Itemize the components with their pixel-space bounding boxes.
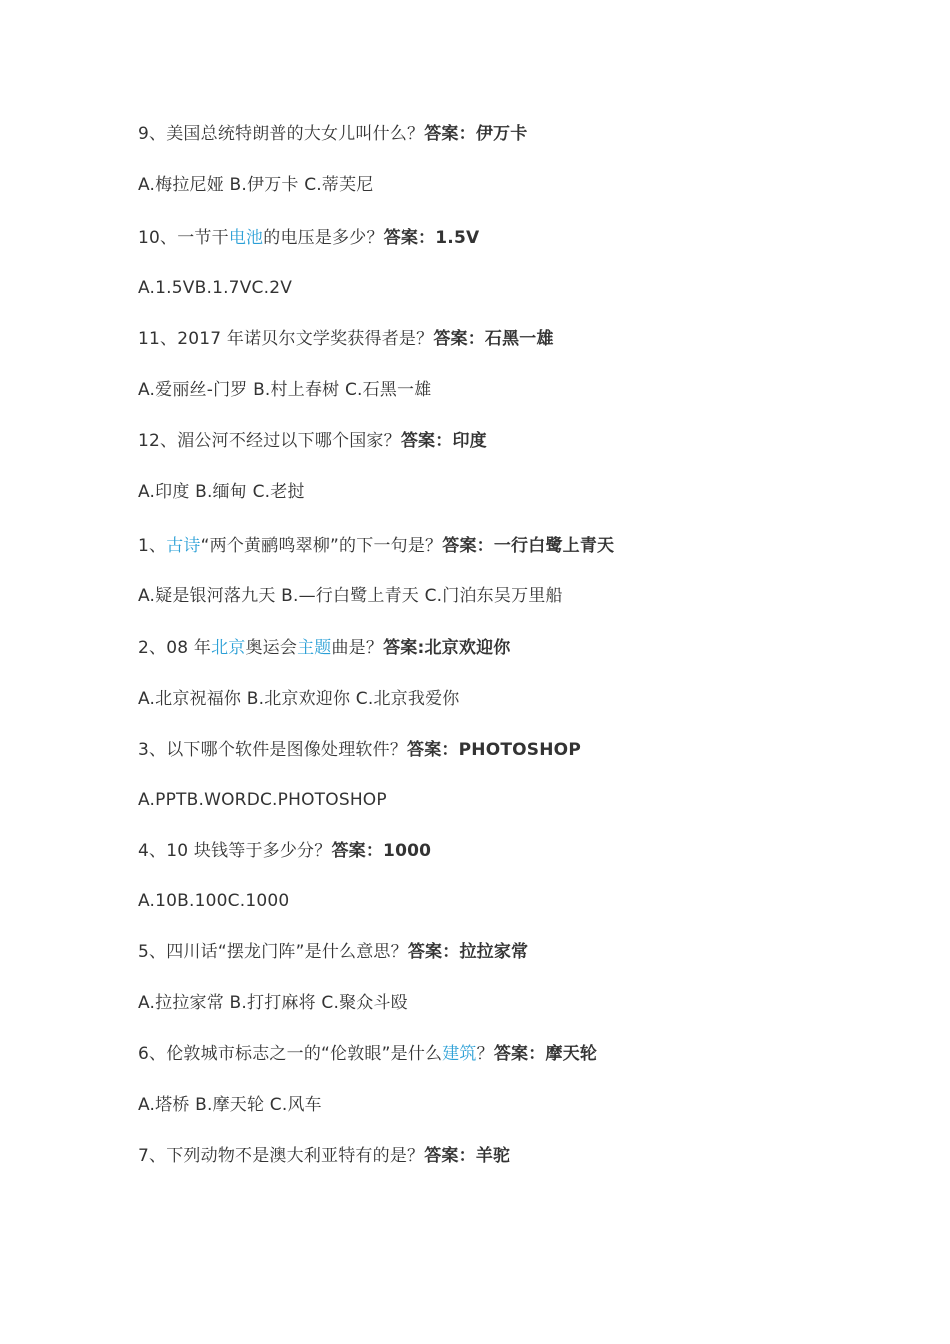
question-line bbox=[138, 1043, 597, 1065]
options-line: A.疑是银河落九天 B.—行白鹭上青天 C.门泊东吴万里船 bbox=[138, 586, 563, 606]
question-line bbox=[138, 1145, 510, 1167]
question-text: 奥运会 bbox=[245, 638, 298, 658]
options-line: A.梅拉尼娅 B.伊万卡 C.蒂芙尼 bbox=[138, 175, 374, 195]
question-line bbox=[138, 637, 511, 659]
question-text: “两个黄鹂鸣翠柳”的下一句是？ bbox=[200, 536, 443, 556]
question-text: 2、08 年 bbox=[138, 638, 212, 658]
answer-text: 答案：伊万卡 bbox=[424, 124, 528, 144]
question-line bbox=[138, 840, 431, 862]
question-line bbox=[138, 941, 528, 963]
options-line: A.10B.100C.1000 bbox=[138, 891, 290, 911]
answer-text: 答案：石黑一雄 bbox=[433, 329, 554, 349]
options-line: A.塔桥 B.摩天轮 C.风车 bbox=[138, 1095, 322, 1115]
answer-text: 答案：摩天轮 bbox=[493, 1044, 598, 1064]
keyword-link[interactable]: 主题 bbox=[297, 638, 332, 658]
question-text: 10、一节干 bbox=[138, 228, 229, 248]
question-text: 9、美国总统特朗普的大女儿叫什么？ bbox=[138, 124, 425, 144]
question-text: ？ bbox=[476, 1044, 494, 1064]
question-text: 3、以下哪个软件是图像处理软件？ bbox=[138, 740, 408, 760]
question-text: 1、 bbox=[138, 536, 167, 556]
options-line: A.1.5VB.1.7VC.2V bbox=[138, 278, 293, 298]
question-text: 4、10 块钱等于多少分？ bbox=[138, 841, 332, 861]
keyword-link[interactable]: 电池 bbox=[228, 228, 264, 248]
answer-text: 答案：1000 bbox=[331, 841, 432, 861]
options-line: A.PPTB.WORDC.PHOTOSHOP bbox=[138, 790, 387, 810]
keyword-link[interactable]: 建筑 bbox=[442, 1044, 477, 1064]
answer-text: 答案：1.5V bbox=[383, 228, 480, 248]
answer-text: 答案：一行白鹭上青天 bbox=[442, 536, 615, 556]
question-text: 6、伦敦城市标志之一的“伦敦眼”是什么 bbox=[138, 1044, 443, 1064]
options-line: A.拉拉家常 B.打打麻将 C.聚众斗殴 bbox=[138, 993, 408, 1013]
question-line bbox=[138, 123, 527, 145]
answer-text: 答案：羊驼 bbox=[424, 1146, 511, 1166]
answer-text: 答案：PHOTOSHOP bbox=[407, 740, 581, 760]
options-line: A.北京祝福你 B.北京欢迎你 C.北京我爱你 bbox=[138, 689, 460, 709]
question-line bbox=[138, 535, 614, 557]
question-text: 的电压是多少？ bbox=[263, 228, 384, 248]
question-line bbox=[138, 328, 554, 350]
answer-text: 答案：印度 bbox=[400, 431, 487, 451]
options-line: A.爱丽丝-门罗 B.村上春树 C.石黑一雄 bbox=[138, 380, 432, 400]
question-line bbox=[138, 430, 487, 452]
question-line bbox=[138, 227, 479, 249]
question-text: 5、四川话“摆龙门阵”是什么意思？ bbox=[138, 942, 408, 962]
options-line: A.印度 B.缅甸 C.老挝 bbox=[138, 482, 305, 502]
keyword-link[interactable]: 古诗 bbox=[166, 536, 201, 556]
question-text: 曲是？ bbox=[331, 638, 384, 658]
answer-text: 答案:北京欢迎你 bbox=[383, 638, 511, 658]
question-text: 7、下列动物不是澳大利亚特有的是？ bbox=[138, 1146, 425, 1166]
question-text: 11、2017 年诺贝尔文学奖获得者是？ bbox=[138, 329, 434, 349]
question-line bbox=[138, 739, 581, 761]
answer-text: 答案：拉拉家常 bbox=[407, 942, 529, 962]
question-text: 12、湄公河不经过以下哪个国家？ bbox=[138, 431, 401, 451]
keyword-link[interactable]: 北京 bbox=[211, 638, 246, 658]
